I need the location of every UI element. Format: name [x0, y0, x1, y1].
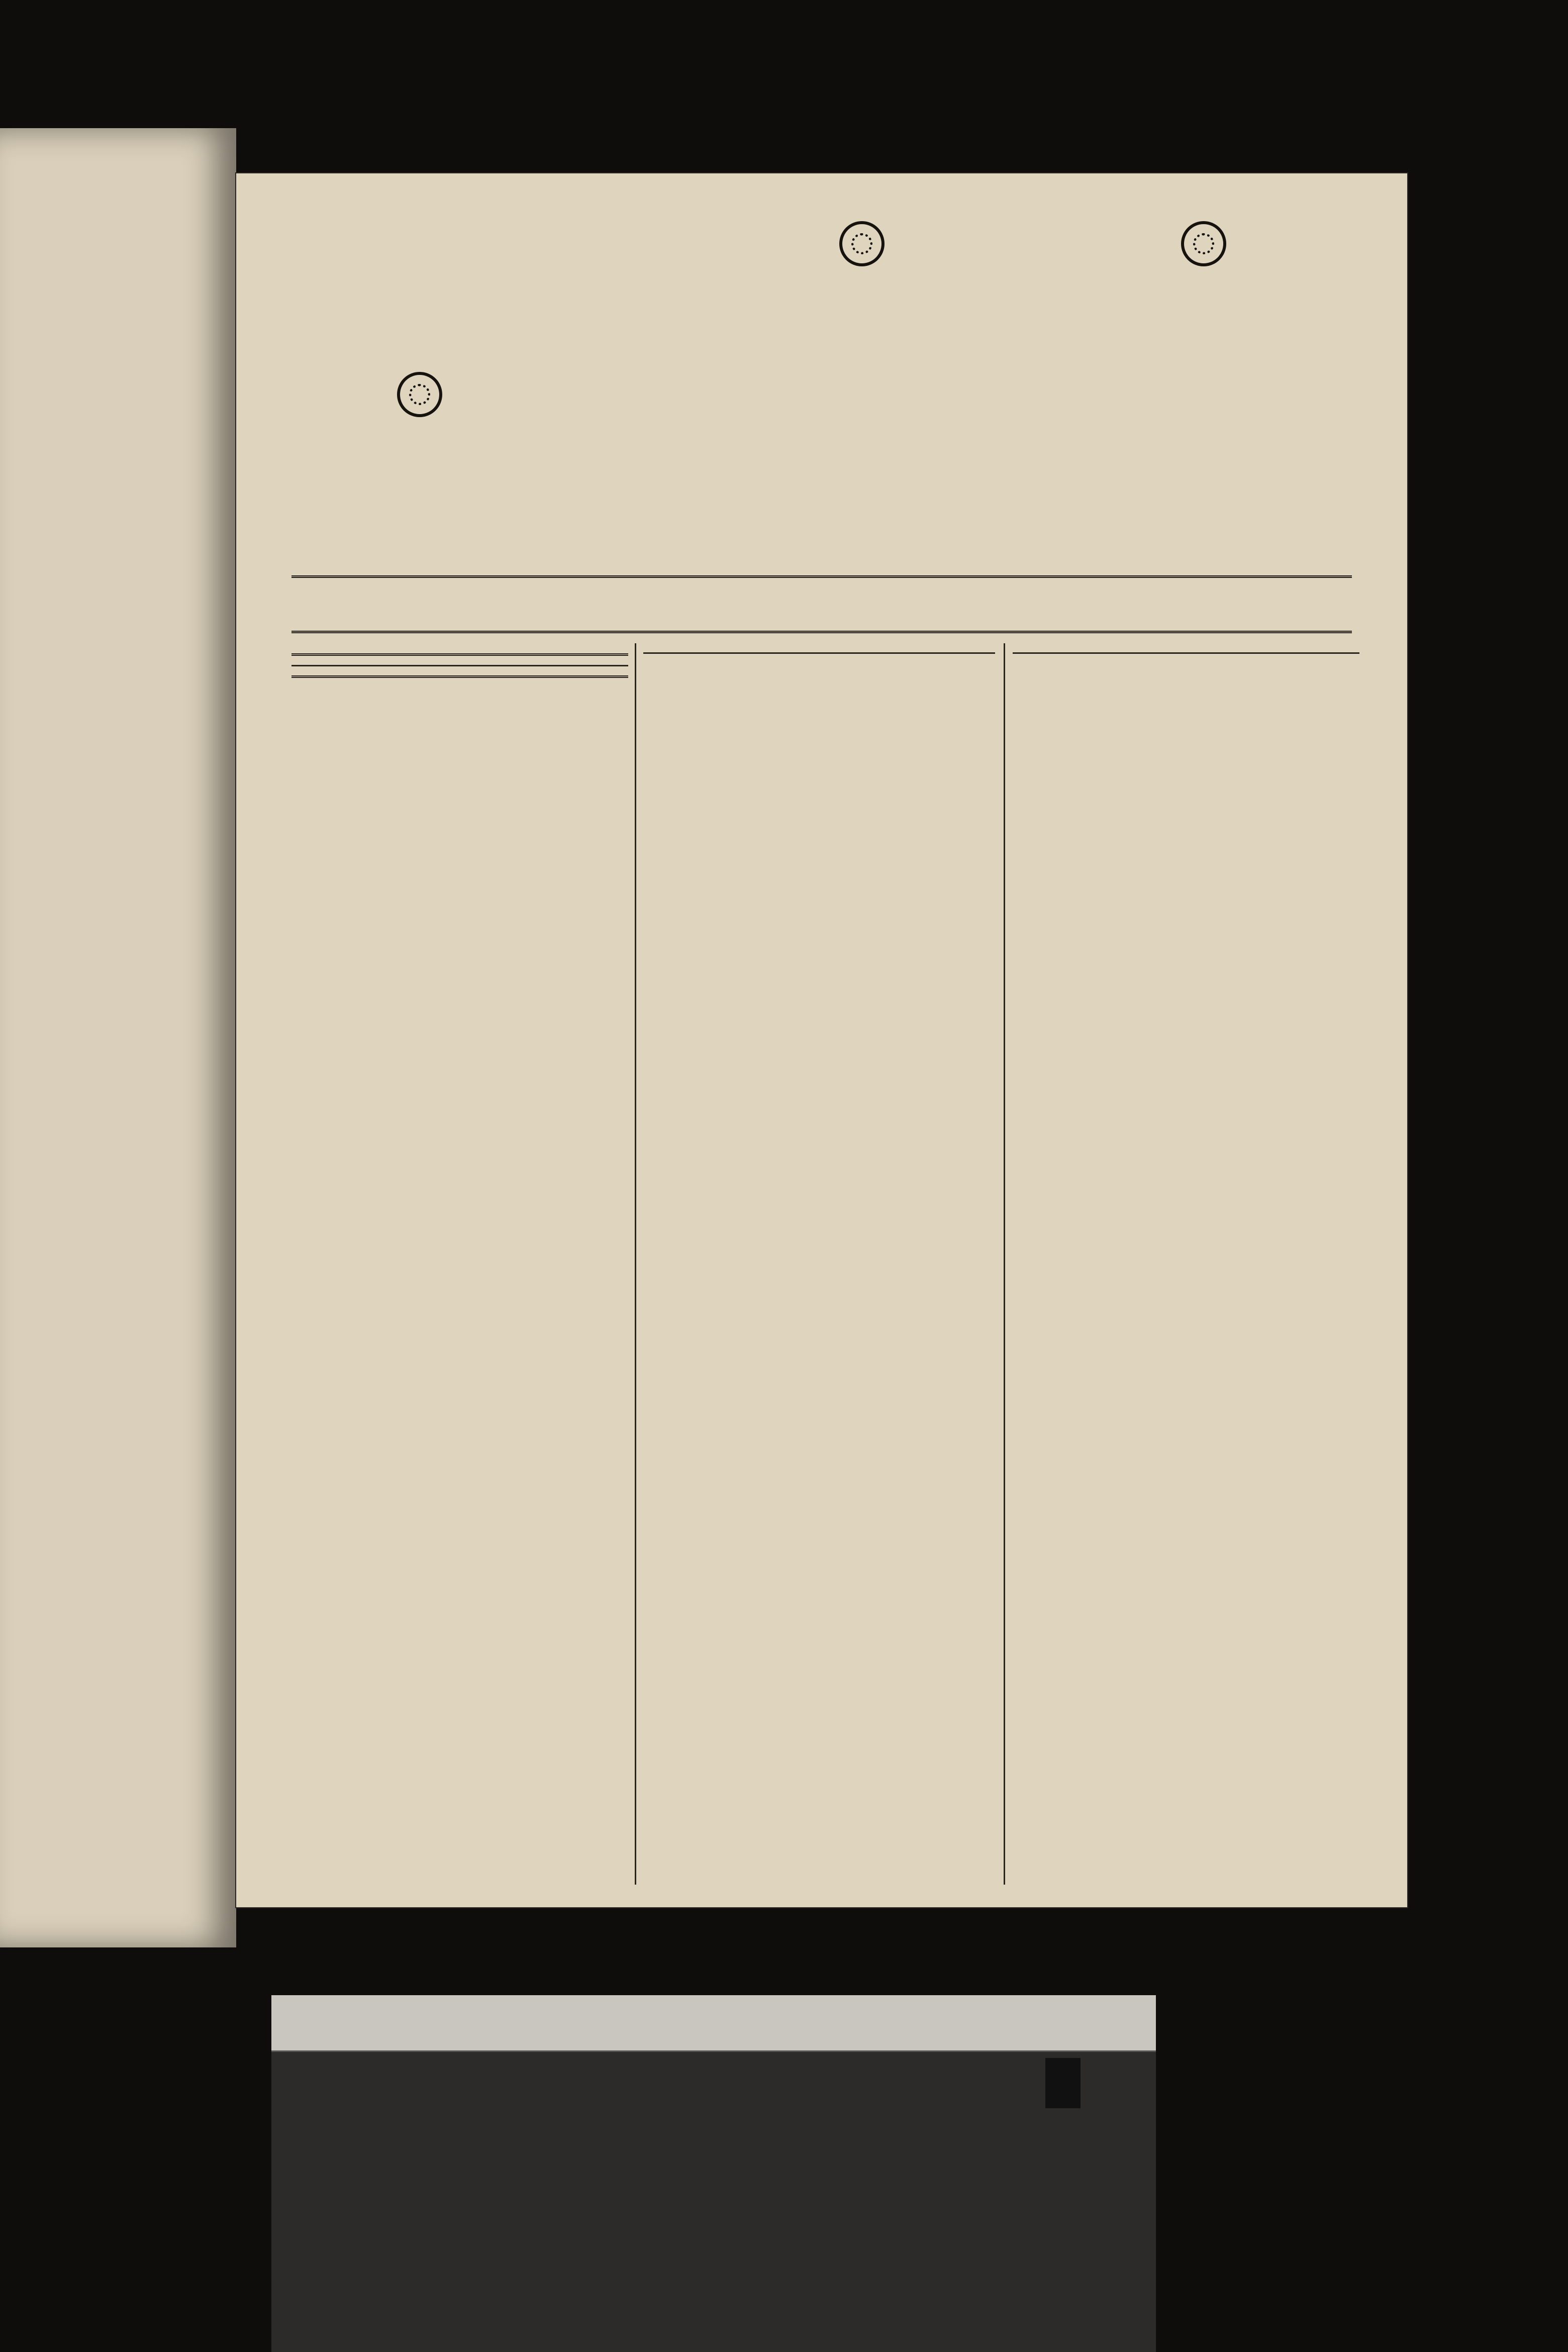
divider: [291, 675, 628, 678]
column-two: [643, 643, 995, 1885]
column-divider: [1004, 643, 1005, 1885]
ornament-icon: [397, 372, 442, 417]
swatch-row-dark: [271, 2216, 1156, 2292]
newspaper-page: [236, 173, 1407, 1907]
left-facing-page: [0, 128, 236, 1947]
column-three: [1013, 643, 1359, 1885]
swatch-row-light: [271, 2138, 1156, 2214]
divider: [1013, 652, 1359, 654]
divider: [291, 653, 628, 656]
swatch-labels: [271, 2110, 1156, 2135]
chart-logo: [1045, 2058, 1081, 2108]
divider: [643, 652, 995, 654]
divider: [291, 665, 628, 666]
column-one: [291, 643, 628, 1885]
colour-calibration-chart: [271, 1995, 1156, 2352]
ornament-icon: [1181, 221, 1226, 266]
issue-info-bar: [291, 575, 1352, 633]
column-divider: [635, 643, 636, 1885]
ornament-icon: [839, 221, 885, 266]
ruler: [271, 1995, 1156, 2052]
